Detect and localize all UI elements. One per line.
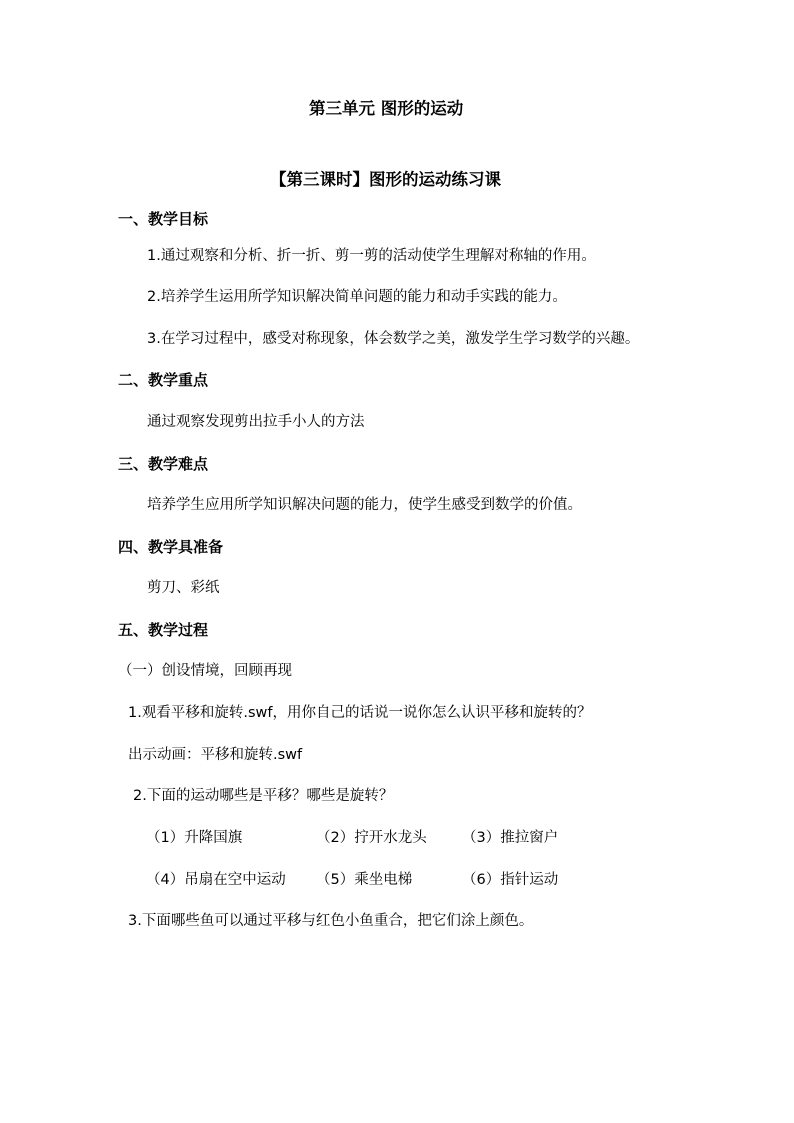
section-heading-key-points: 二、教学重点 [118,371,209,389]
option-6: （6）指针运动 [462,872,559,888]
lesson-title: 【第三课时】图形的运动练习课 [270,170,501,189]
option-3: （3）推拉窗户 [462,830,559,846]
section-heading-goals: 一、教学目标 [118,210,209,228]
goal-item-1: 1.通过观察和分析、折一折、剪一剪的活动使学生理解对称轴的作用。 [147,248,596,264]
option-5: （5）乘坐电梯 [316,872,413,888]
option-2: （2）拧开水龙头 [316,830,427,846]
question-2: 2.下面的运动哪些是平移？哪些是旋转？ [133,788,394,804]
materials-text: 剪刀、彩纸 [147,580,220,596]
goal-item-3: 3.在学习过程中，感受对称现象，体会数学之美，激发学生学习数学的兴趣。 [147,331,640,347]
question-3: 3.下面哪些鱼可以通过平移与红色小鱼重合，把它们涂上颜色。 [128,913,534,929]
option-4: （4）吊扇在空中运动 [146,872,286,888]
section-heading-difficulties: 三、教学难点 [118,455,209,473]
difficulties-text: 培养学生应用所学知识解决问题的能力，使学生感受到数学的价值。 [147,497,582,513]
option-1: （1）升降国旗 [146,830,243,846]
document-title: 第三单元 图形的运动 [309,99,464,118]
process-sub-heading: （一）创设情境，回顾再现 [118,663,292,679]
section-heading-materials: 四、教学具准备 [118,538,224,556]
question-1-note: 出示动画：平移和旋转.swf [128,747,303,763]
goal-item-2: 2.培养学生运用所学知识解决简单问题的能力和动手实践的能力。 [147,289,567,305]
key-points-text: 通过观察发现剪出拉手小人的方法 [147,414,365,430]
question-1: 1.观看平移和旋转.swf，用你自己的话说一说你怎么认识平移和旋转的？ [128,705,592,721]
section-heading-process: 五、教学过程 [118,621,209,639]
